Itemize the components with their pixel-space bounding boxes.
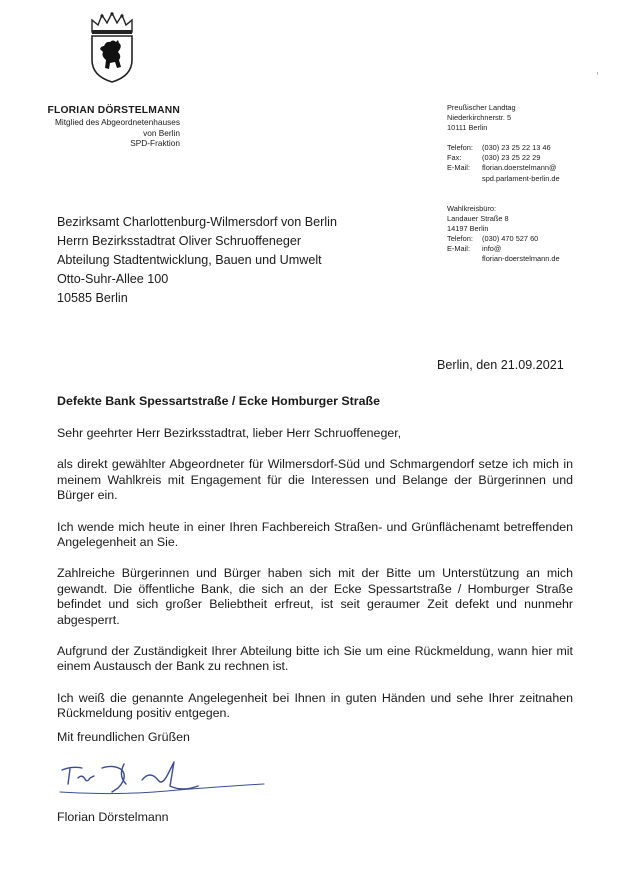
signature-icon [58,752,268,800]
letter-date: Berlin, den 21.09.2021 [437,358,564,372]
letter-body [57,426,573,738]
recipient-line: Herrn Bezirksstadtrat Oliver Schruoffeneger [57,234,302,248]
sender-block [22,104,180,149]
phone-label: Telefon: [447,143,473,153]
recipient-address [57,213,337,308]
sender-line: von Berlin [143,127,180,138]
contact-block [447,103,627,264]
berlin-crest-icon [88,12,136,84]
office-line: Niederkirchnerstr. 5 [447,113,512,123]
sender-line: Mitglied des Abgeordnetenhauses [54,117,180,127]
body-paragraph: Ich wende mich heute in einer Ihren Fachbereich Straßen- und Grünflächenamt betreffenden Angelegenheit an Sie. [57,519,573,550]
ward-office-title: Wahlkreisbüro: [447,203,497,213]
ward-phone-value: (030) 470 527 60 [482,233,539,243]
recipient-line: Abteilung Stadtentwicklung, Bauen und Umwelt [57,253,322,267]
body-paragraph: Aufgrund der Zuständigkeit Ihrer Abteilung bitte ich Sie um eine Rückmeldung, wann hier mit einem Austausch der Bank zu rechnen ist. [57,644,573,674]
email-value-cont: spd.parlament-berlin.de [482,173,560,183]
ward-email-value: info@ [482,244,502,254]
letter-subject: Defekte Bank Spessartstraße / Ecke Homburger Straße [57,394,380,408]
salutation: Sehr geehrter Herr Bezirksstadtrat, lieber Herr Schruoffeneger, [57,426,402,440]
recipient-line: Bezirksamt Charlottenburg-Wilmersdorf von Berlin [57,215,337,229]
sender-name: FLORIAN DÖRSTELMANN [47,105,180,116]
email-label: E-Mail: [447,163,470,173]
recipient-line: Otto-Suhr-Allee 100 [57,272,169,286]
body-paragraph: Zahlreiche Bürgerinnen und Bürger haben sich mit der Bitte um Unterstützung an mich gewandt. Die öffentliche Bank, die sich an der Ecke Spessartstraße / Homburger Straße befindet und sich großer Beliebtheit erfreut, ist seit geraumer Zeit defekt und nunmehr abgesperrt. [57,566,573,627]
ward-email-label: E-Mail: [447,244,470,254]
ward-email-value-cont: florian-doerstelmann.de [482,254,560,264]
fax-value: (030) 23 25 22 29 [482,153,541,163]
ward-line: 14197 Berlin [447,223,489,233]
office-line: 10111 Berlin [447,123,488,133]
ward-line: Landauer Straße 8 [447,213,509,223]
email-value: florian.doerstelmann@ [482,163,557,173]
ward-phone-label: Telefon: [447,233,473,243]
body-paragraph: Ich weiß die genannte Angelegenheit bei Ihnen in guten Händen und sehe Ihrer zeitnahen Rückmeldung positiv entgegen. [57,690,573,721]
recipient-line: 10585 Berlin [57,291,128,305]
closing-line: Mit freundlichen Grüßen [57,730,190,744]
scan-speck [597,72,598,75]
office-line: Preußischer Landtag [447,103,516,112]
phone-value: (030) 23 25 22 13 46 [482,143,551,153]
fax-label: Fax: [447,153,462,163]
sender-line: SPD-Fraktion [130,138,180,149]
signer-name: Florian Dörstelmann [57,810,169,824]
body-paragraph: als direkt gewählter Abgeordneter für Wilmersdorf-Süd und Schmargendorf setze ich mich in meinem Wahlkreis mit Engagement für die Interessen und Belange der Bürgerinnen und Bürger ein. [57,457,573,503]
